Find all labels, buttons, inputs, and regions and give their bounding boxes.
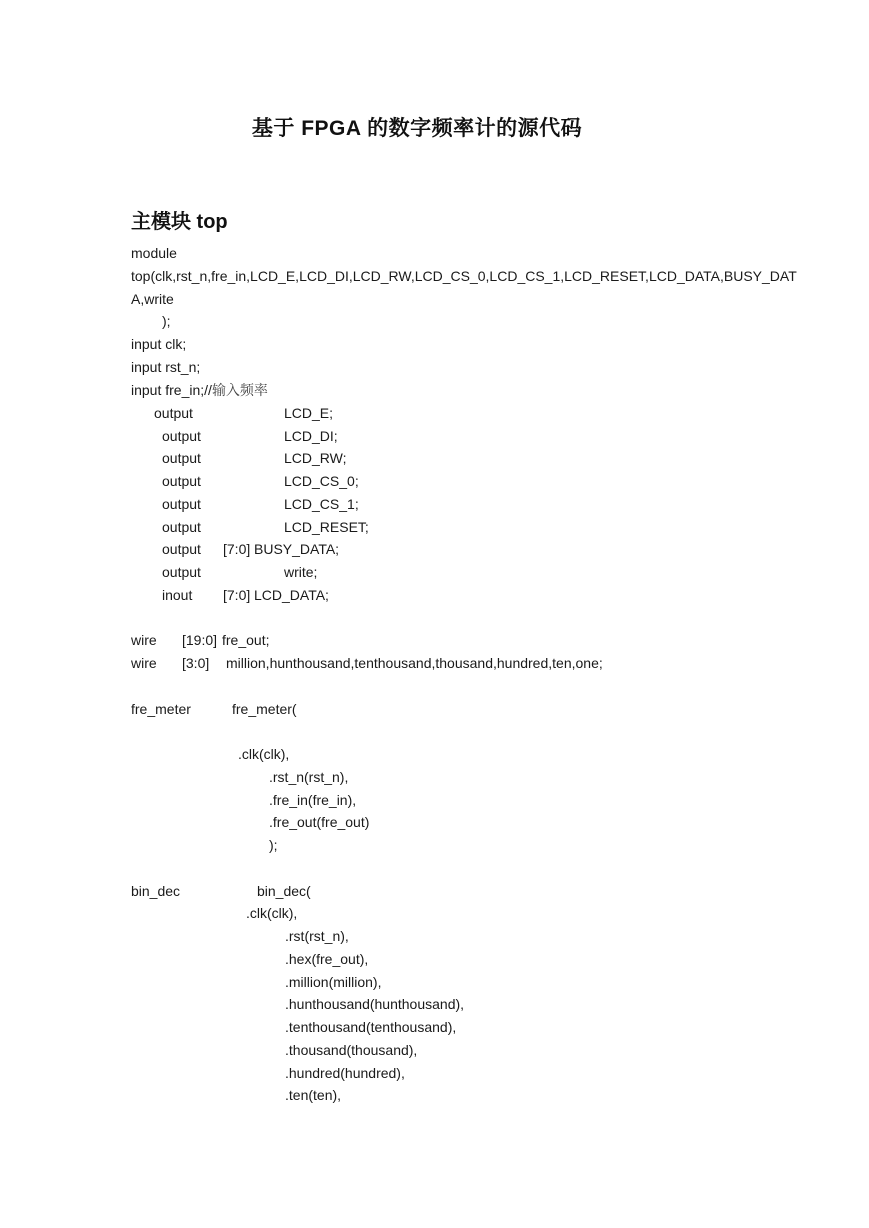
port-dir: output bbox=[162, 496, 201, 512]
port-name: LCD_RW; bbox=[284, 450, 347, 466]
wire-keyword: wire bbox=[131, 632, 157, 648]
port-dir: output bbox=[162, 450, 201, 466]
wire-decl: million,hunthousand,tenthousand,thousand,hundred,ten,one; bbox=[226, 655, 603, 671]
port-range: [7:0] bbox=[223, 587, 251, 603]
port-dir: output bbox=[162, 564, 201, 580]
instance-port: .hunthousand(hunthousand), bbox=[285, 996, 465, 1012]
port-dir: output bbox=[162, 473, 201, 489]
port-name: BUSY_DATA; bbox=[254, 541, 340, 557]
document-title: 基于 FPGA 的数字频率计的源代码 bbox=[251, 117, 583, 140]
instance-port: .ten(ten), bbox=[285, 1087, 342, 1103]
code-comment: 输入频率 bbox=[211, 382, 268, 398]
port-name: LCD_RESET; bbox=[284, 519, 369, 535]
code-module-keyword: module bbox=[131, 245, 177, 261]
code-input-fre bbox=[131, 381, 268, 399]
instance-close: ); bbox=[269, 837, 278, 853]
port-name: LCD_CS_1; bbox=[284, 496, 359, 512]
wire-keyword: wire bbox=[131, 655, 157, 671]
instance-name: bin_dec( bbox=[257, 883, 311, 899]
instance-port: .hex(fre_out), bbox=[285, 951, 369, 967]
instance-port: .hundred(hundred), bbox=[285, 1065, 405, 1081]
code-input-fre-text: input fre_in;// bbox=[131, 382, 212, 398]
instance-port: .thousand(thousand), bbox=[285, 1042, 418, 1058]
instance-port: .fre_in(fre_in), bbox=[269, 792, 357, 808]
port-name: LCD_DI; bbox=[284, 428, 338, 444]
wire-decl: fre_out; bbox=[222, 632, 270, 648]
code-close-paren: ); bbox=[162, 313, 171, 329]
port-dir: output bbox=[162, 541, 201, 557]
instance-port: .clk(clk), bbox=[238, 746, 290, 762]
instance-port: .rst_n(rst_n), bbox=[269, 769, 349, 785]
port-name: LCD_CS_0; bbox=[284, 473, 359, 489]
section-heading: 主模块 top bbox=[131, 211, 228, 233]
instance-port: .tenthousand(tenthousand), bbox=[285, 1019, 457, 1035]
port-name: LCD_DATA; bbox=[254, 587, 329, 603]
port-dir: output bbox=[154, 405, 193, 421]
instance-port: .rst(rst_n), bbox=[285, 928, 349, 944]
instance-port: .fre_out(fre_out) bbox=[269, 814, 370, 830]
code-module-signature: top(clk,rst_n,fre_in,LCD_E,LCD_DI,LCD_RW,LCD_CS_0,LCD_CS_1,LCD_RESET,LCD_DATA,BUSY_DAT bbox=[131, 268, 797, 284]
wire-range: [19:0] bbox=[182, 632, 218, 648]
instance-name: fre_meter( bbox=[232, 701, 297, 717]
instance-port: .clk(clk), bbox=[246, 905, 298, 921]
port-name: write; bbox=[284, 564, 318, 580]
code-module-signature-cont: A,write bbox=[131, 291, 174, 307]
instance-port: .million(million), bbox=[285, 974, 382, 990]
instance-type: bin_dec bbox=[131, 883, 181, 899]
port-range: [7:0] bbox=[223, 541, 251, 557]
port-dir: output bbox=[162, 519, 201, 535]
wire-range: [3:0] bbox=[182, 655, 210, 671]
port-name: LCD_E; bbox=[284, 405, 334, 421]
code-input-rst: input rst_n; bbox=[131, 359, 201, 375]
code-input-clk: input clk; bbox=[131, 336, 187, 352]
port-dir: output bbox=[162, 428, 201, 444]
instance-type: fre_meter bbox=[131, 701, 191, 717]
port-dir: inout bbox=[162, 587, 193, 603]
